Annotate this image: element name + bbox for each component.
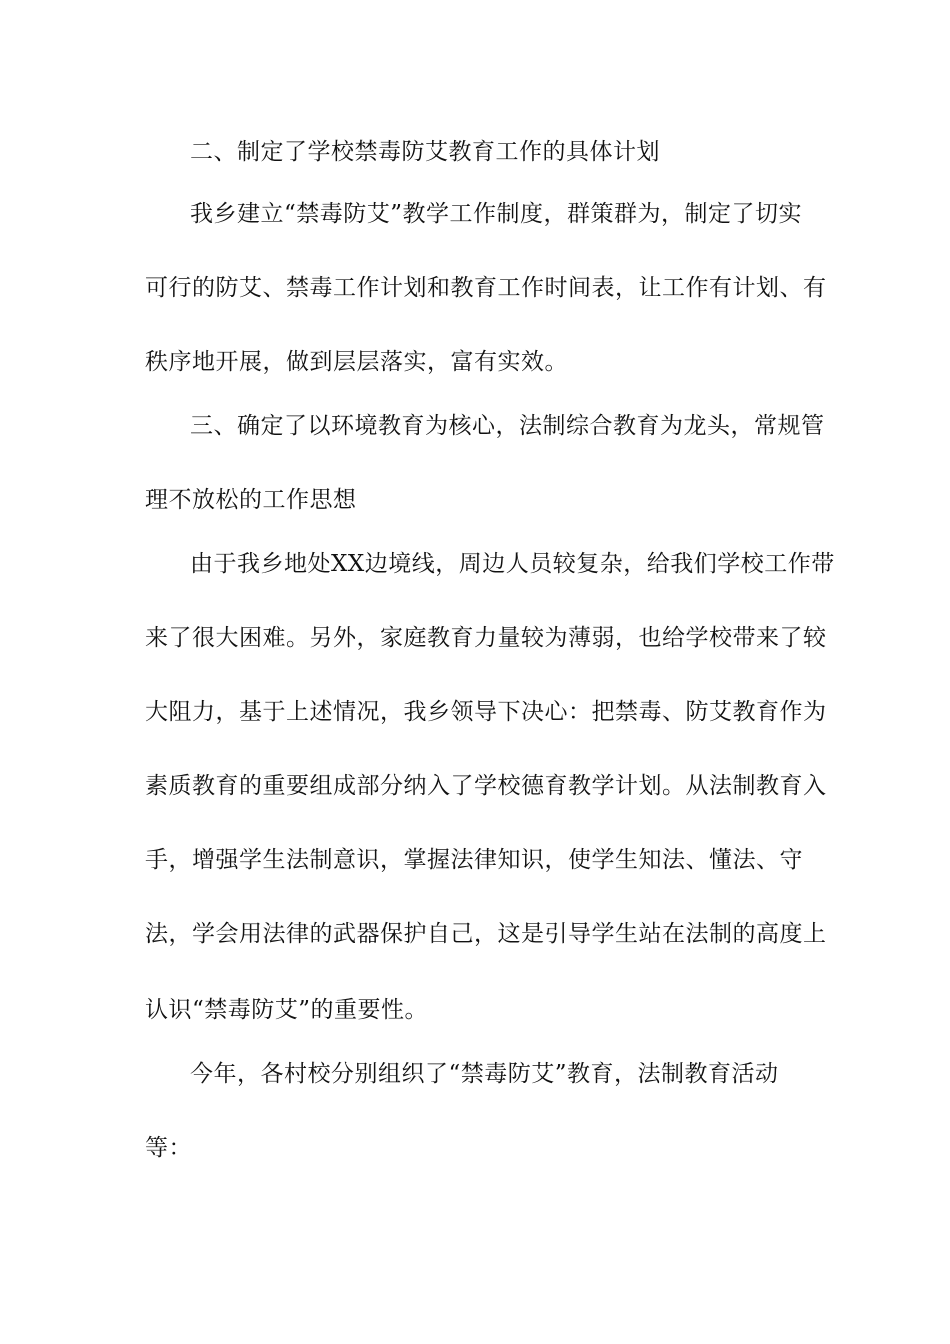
- paragraph-line: 可行的防艾、禁毒工作计划和教育工作时间表，让工作有计划、有: [145, 275, 827, 301]
- paragraph-line: 素质教育的重要组成部分纳入了学校德育教学计划。从法制教育入: [145, 773, 827, 799]
- section-heading-2: 二、制定了学校禁毒防艾教育工作的具体计划: [190, 139, 660, 165]
- paragraph-line: 今年，各村校分别组织了“禁毒防艾”教育，法制教育活动: [190, 1061, 779, 1087]
- paragraph-line: 我乡建立“禁毒防艾”教学工作制度，群策群为，制定了切实: [190, 201, 803, 227]
- paragraph-line: 手，增强学生法制意识，掌握法律知识，使学生知法、懂法、守: [145, 847, 803, 873]
- paragraph-line: 秩序地开展，做到层层落实，富有实效。: [145, 349, 568, 375]
- paragraph-line: 认识“禁毒防艾”的重要性。: [145, 997, 429, 1023]
- paragraph-line: 等：: [145, 1135, 192, 1161]
- paragraph-line: 法，学会用法律的武器保护自己，这是引导学生站在法制的高度上: [145, 921, 827, 947]
- section-heading-3: 三、确定了以环境教育为核心，法制综合教育为龙头，常规管: [190, 413, 825, 439]
- section-heading-3-cont: 理不放松的工作思想: [145, 487, 357, 513]
- paragraph-line: 由于我乡地处XX边境线，周边人员较复杂，给我们学校工作带: [190, 551, 835, 577]
- paragraph-line: 来了很大困难。另外，家庭教育力量较为薄弱，也给学校带来了较: [145, 625, 827, 651]
- paragraph-line: 大阻力，基于上述情况，我乡领导下决心：把禁毒、防艾教育作为: [145, 699, 827, 725]
